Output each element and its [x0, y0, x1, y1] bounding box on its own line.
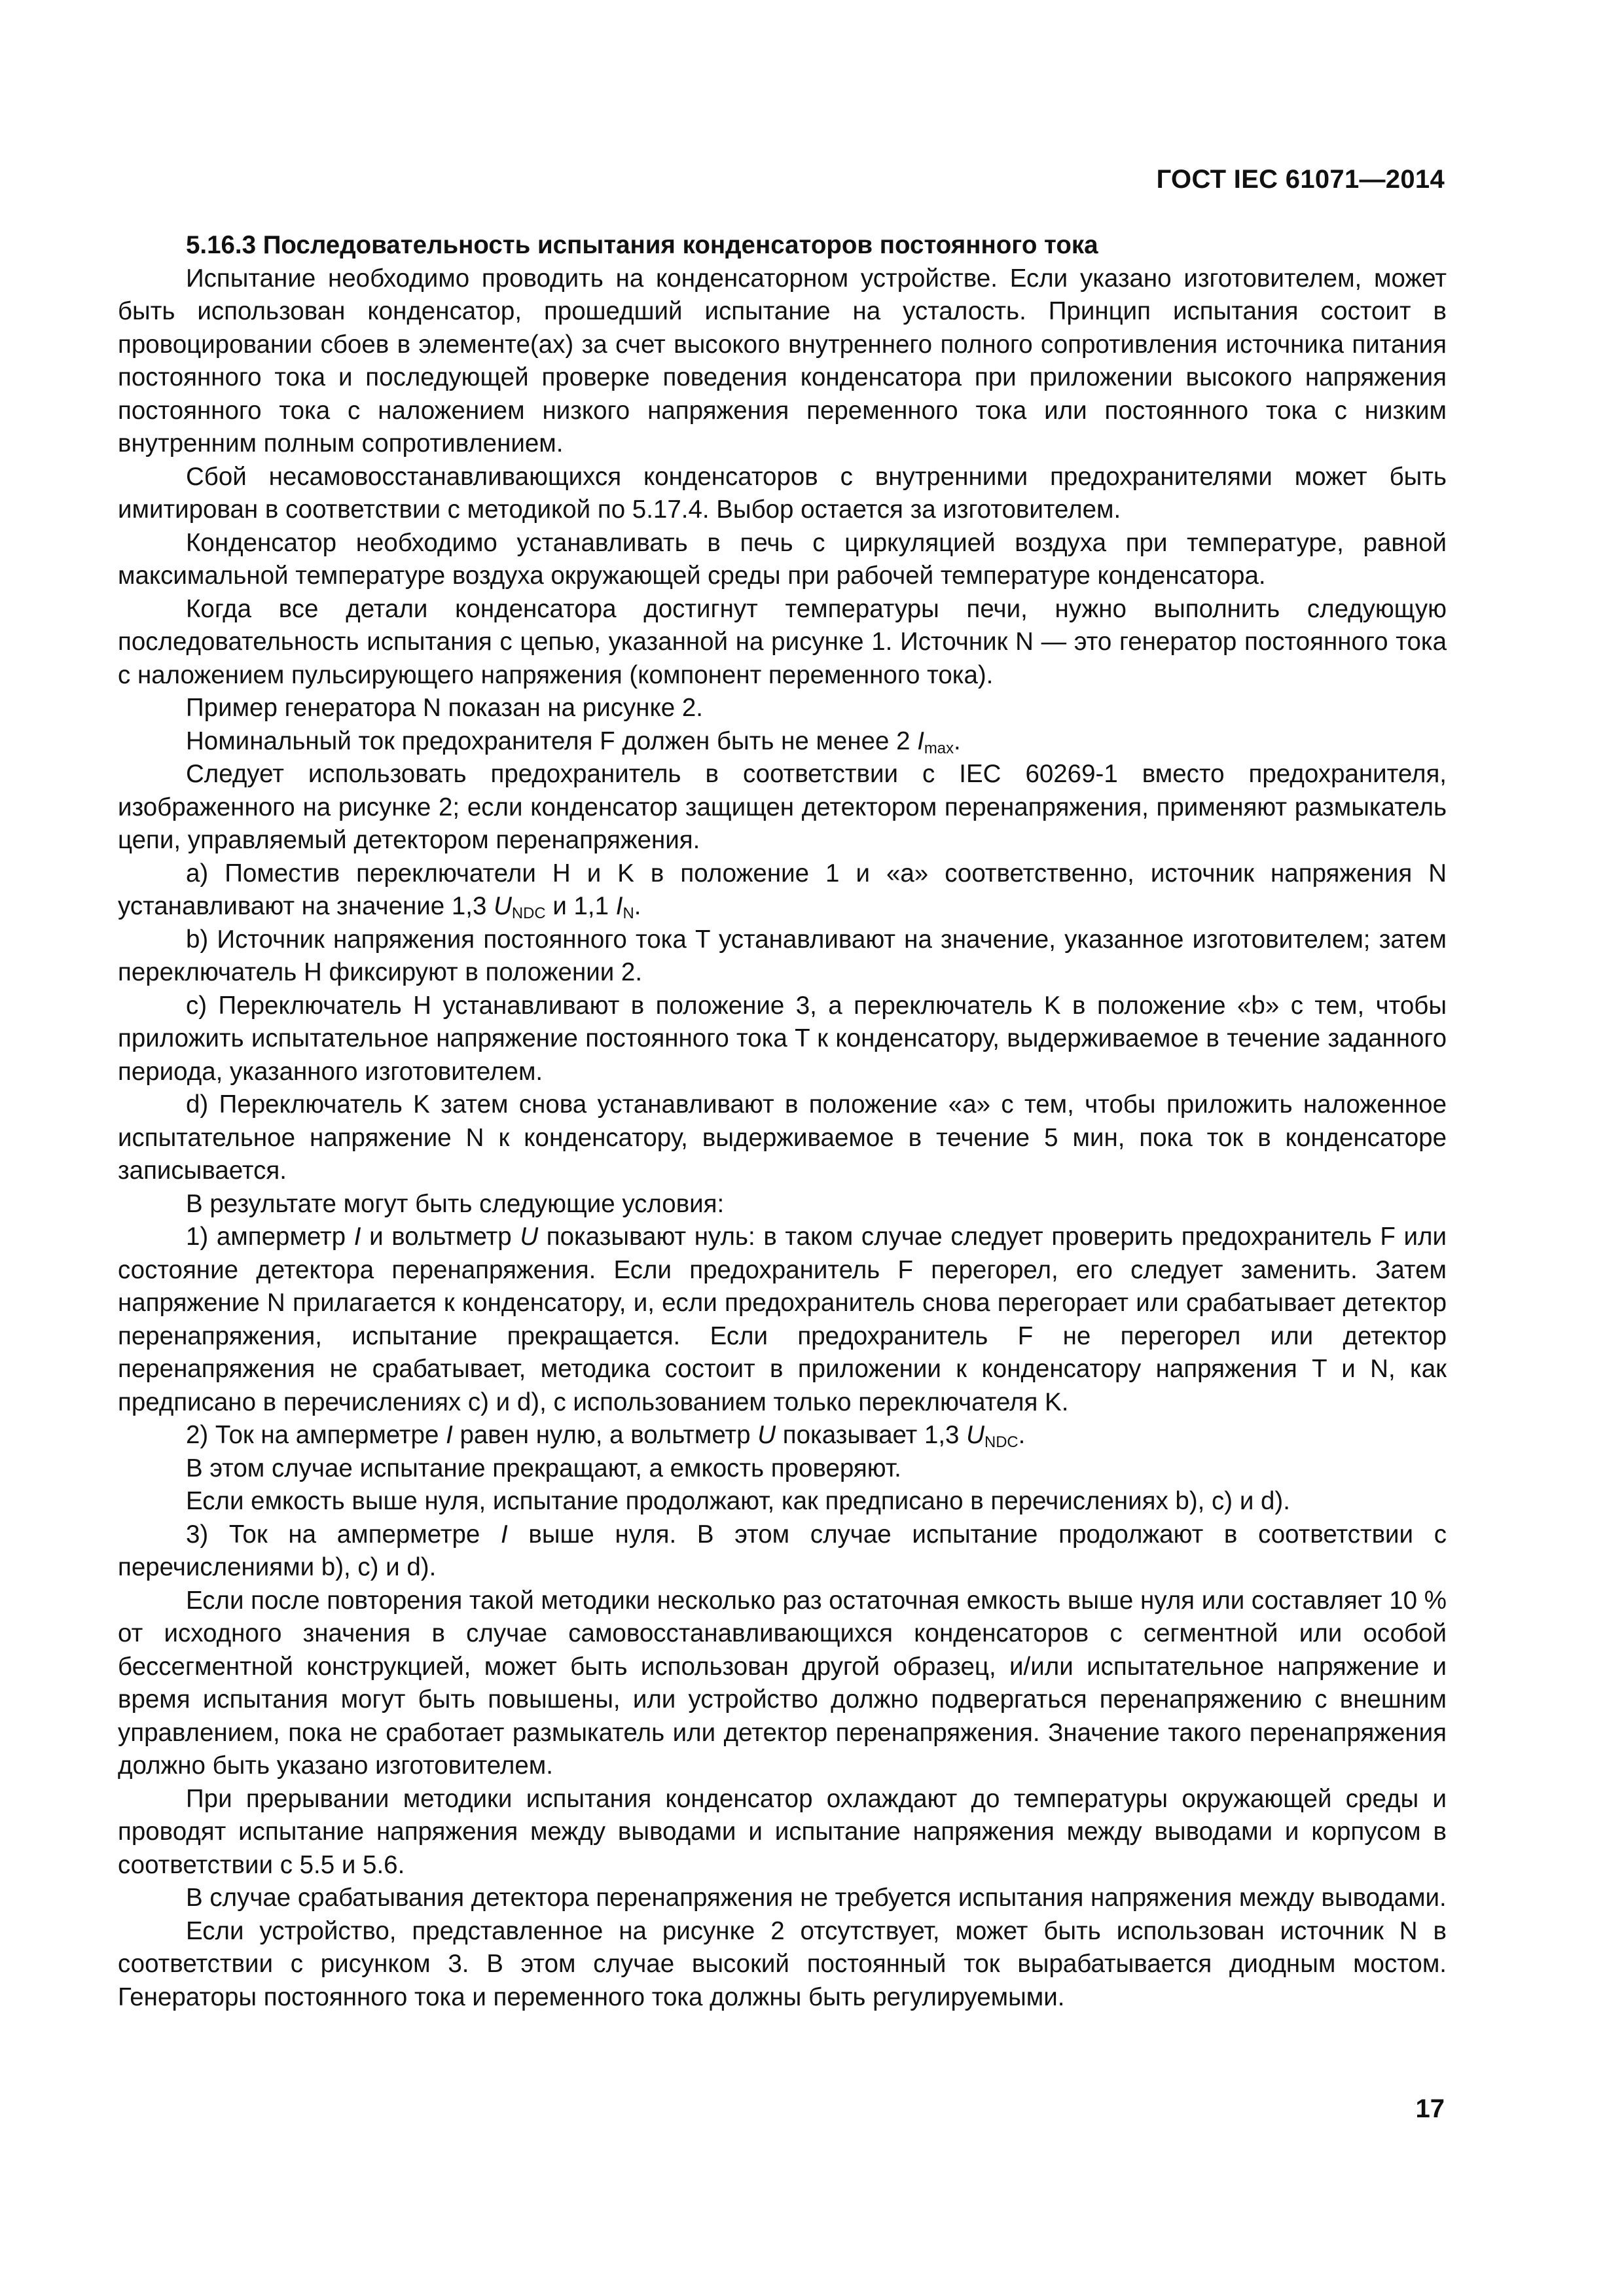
text-run: При прерывании методики испытания конденсатор охлаждают до температуры окружающей среды и проводят испытание напряжения между выводами и испытание напряжения между выводами и корпусом в соответствии с 5.5 и 5.6. — [118, 1784, 1447, 1879]
paragraph — [118, 1088, 1447, 1188]
paragraph — [118, 1882, 1447, 1915]
paragraph — [118, 758, 1447, 857]
paragraph — [118, 990, 1447, 1089]
paragraph — [118, 1419, 1447, 1452]
text-run: 5.16.3 Последовательность испытания конденсаторов постоянного тока — [186, 231, 1098, 259]
document-header — [1157, 165, 1445, 194]
paragraph — [118, 1783, 1447, 1882]
italic-symbol: I — [615, 892, 623, 920]
subscript: max — [924, 739, 954, 757]
text-run: Испытание необходимо проводить на конденсаторном устройстве. Если указано изготовителем, может быть использован конденсатор, прошедший испытание на усталость. Принцип испытания состоит в провоцировании сбоев в элементе(ах) за счет высокого внутреннего полного сопротивления источника питания постоянного тока и последующей проверке поведения конденсатора при приложении высокого напряжения постоянного тока с наложением низкого напряжения переменного тока или постоянного тока с низким внутренним полным сопротивлением. — [118, 264, 1447, 457]
text-run: b) Источник напряжения постоянного тока T устанавливают на значение, указанное изготовителем; затем переключатель H фиксируют в положении 2. — [118, 925, 1447, 986]
text-run: с) Переключатель H устанавливают в положение 3, а переключатель K в положение «b» с тем, чтобы приложить испытательное напряжение постоянного тока T к конденсатору, выдерживаемое в течение заданного периода, указанного изготовителем. — [118, 991, 1447, 1086]
text-run: В результате могут быть следующие условия: — [186, 1189, 725, 1218]
paragraph — [118, 725, 1447, 759]
text-run: . — [634, 892, 641, 920]
text-run: Когда все детали конденсатора достигнут температуры печи, нужно выполнить следующую последовательность испытания с цепью, указанной на рисунке 1. Источник N — это генератор постоянного тока с наложением пульсирующего напряжения (компонент переменного тока). — [118, 594, 1447, 689]
text-run: выше нуля. В этом случае испытание продолжают в соответствии с перечислениями b), с) и d). — [118, 1520, 1447, 1581]
italic-symbol: I — [446, 1421, 453, 1449]
text-run: а) Поместив переключатели H и K в положение 1 и «а» соответственно, источник напряжения N устанавливают на значение 1,3 — [118, 859, 1447, 920]
text-run: 3) Ток на амперметре — [186, 1520, 501, 1549]
section-title — [118, 229, 1447, 262]
subscript: N — [623, 904, 634, 922]
text-run: равен нулю, а вольтметр — [452, 1421, 758, 1449]
italic-symbol: U — [966, 1421, 984, 1449]
text-run: Если устройство, представленное на рисунке 2 отсутствует, может быть использован источник N в соответствии с рисунком 3. В этом случае высокий постоянный ток вырабатывается диодным мостом. Генераторы постоянного тока и переменного тока должны быть регулируемыми. — [118, 1916, 1447, 2011]
italic-symbol: I — [353, 1223, 361, 1251]
italic-symbol: I — [917, 726, 924, 755]
text-run: и вольтметр — [361, 1223, 520, 1251]
text-run: показывает 1,3 — [776, 1421, 967, 1449]
text-run: 2) Ток на амперметре — [186, 1421, 446, 1449]
text-run: Если емкость выше нуля, испытание продолжают, как предписано в перечислениях b), с) и d). — [186, 1487, 1290, 1515]
document-id: ГОСТ IEC 61071—2014 — [1156, 165, 1445, 194]
text-run: d) Переключатель K затем снова устанавливают в положение «а» с тем, чтобы приложить наложенное испытательное напряжение N к конденсатору, выдерживаемое в течение 5 мин, пока ток в конденсаторе записывается. — [118, 1090, 1447, 1185]
paragraph — [118, 692, 1447, 725]
text-run: . — [954, 726, 961, 755]
text-run: 1) амперметр — [186, 1223, 354, 1251]
italic-symbol: U — [757, 1421, 776, 1449]
text-run: показывают нуль: в таком случае следует проверить предохранитель F или состояние детектора перенапряжения. Если предохранитель F перегорел, его следует заменить. Затем напряжение N прилагается к конденсатору, и, если предохранитель снова перегорает или срабатывает детектор перенапряжения, испытание прекращается. Если предохранитель F не перегорел или детектор перенапряжения не срабатывает, методика состоит в приложении к конденсатору напряжения T и N, как предписано в перечислениях с) и d), с использованием только переключателя K. — [118, 1223, 1447, 1416]
text-run: Следует использовать предохранитель в соответствии с IEC 60269-1 вместо предохранителя, изображенного на рисунке 2; если конденсатор защищен детектором перенапряжения, применяют размыкатель цепи, управляемый детектором перенапряжения. — [118, 760, 1447, 854]
subscript: NDC — [511, 904, 546, 922]
paragraph — [118, 924, 1447, 990]
text-run: Номинальный ток предохранителя F должен быть не менее 2 — [186, 726, 918, 755]
italic-symbol: U — [520, 1223, 539, 1251]
text-run: . — [1018, 1421, 1026, 1449]
page-number: 17 — [1415, 2094, 1445, 2123]
paragraph — [118, 593, 1447, 692]
paragraph — [118, 262, 1447, 461]
paragraph — [118, 857, 1447, 924]
paragraph — [118, 1452, 1447, 1486]
paragraph — [118, 1518, 1447, 1585]
text-run: и 1,1 — [545, 892, 616, 920]
paragraph — [118, 527, 1447, 593]
paragraph — [118, 461, 1447, 527]
text-run: Если после повторения такой методики несколько раз остаточная емкость выше нуля или составляет 10 % от исходного значения в случае самовосстанавливающихся конденсаторов с сегментной или особой бессегментной конструкцией, может быть использован другой образец, и/или испытательное напряжение и время испытания могут быть повышены, или устройство должно подвергаться перенапряжению с внешним управлением, пока не сработает размыкатель или детектор перенапряжения. Значение такого перенапряжения должно быть указано изготовителем. — [118, 1586, 1447, 1780]
italic-symbol: I — [501, 1520, 508, 1549]
text-run: Конденсатор необходимо устанавливать в печь с циркуляцией воздуха при температуре, равной максимальной температуре воздуха окружающей среды при рабочей температуре конденсатора. — [118, 528, 1447, 590]
paragraph — [118, 1188, 1447, 1221]
page-body — [118, 229, 1447, 2014]
subscript: NDC — [984, 1433, 1019, 1451]
text-run: В этом случае испытание прекращают, а емкость проверяют. — [186, 1454, 901, 1482]
paragraph — [118, 1485, 1447, 1518]
text-run: Сбой несамовосстанавливающихся конденсаторов с внутренними предохранителями может быть имитирован в соответствии с методикой по 5.17.4. Выбор остается за изготовителем. — [118, 462, 1447, 524]
text-run: Пример генератора N показан на рисунке 2. — [186, 694, 703, 722]
paragraph — [118, 1585, 1447, 1783]
paragraph — [118, 1915, 1447, 2015]
paragraph — [118, 1221, 1447, 1419]
text-run: В случае срабатывания детектора перенапряжения не требуется испытания напряжения между выводами. — [186, 1884, 1447, 1912]
italic-symbol: U — [494, 892, 512, 920]
